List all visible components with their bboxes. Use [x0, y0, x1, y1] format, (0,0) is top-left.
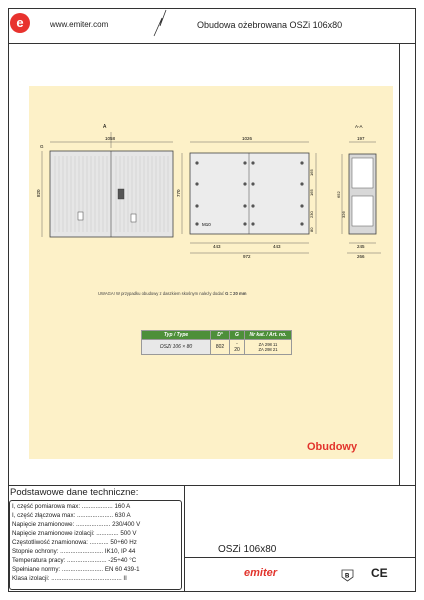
note-main: UWAGA! W przypadku obudowy z daszkiem skośnym należy dodać	[98, 291, 226, 296]
col-g: G	[230, 331, 245, 340]
dim-front-height: 820	[36, 189, 41, 197]
category-label: Obudowy	[307, 441, 358, 453]
cell-type: OSZi 106 × 80	[142, 340, 211, 355]
param-row: Stopnie ochrony: ......................... IK10, IP 44	[12, 548, 136, 555]
dim-back-r4: 80	[309, 227, 314, 232]
param-row: Temperatura pracy: ....................... -25÷40 °C	[12, 557, 137, 564]
model-divider	[185, 557, 416, 558]
param-row: Napięcie znamionowe: .................... 230/400 V	[12, 521, 141, 528]
cell-g	[230, 340, 245, 355]
dim-side-b1: 245	[357, 244, 365, 249]
dim-side-h1: 652	[336, 191, 341, 198]
front-view	[36, 124, 173, 237]
dim-back-left-half: 443	[213, 244, 221, 249]
website-url[interactable]: www.emiter.com	[50, 20, 109, 29]
ce-mark-icon: CE	[371, 566, 388, 580]
cell-d: 802	[211, 340, 230, 355]
dim-back-r2: 165	[309, 189, 314, 196]
document-title: Obudowa ożebrowana OSZi 106x80	[197, 20, 343, 30]
section-marker-a: A	[103, 124, 107, 130]
dim-back-r1: 165	[309, 169, 314, 176]
dim-back-height: 770	[176, 189, 181, 197]
col-d: D°	[211, 331, 230, 340]
cell-art2: ZA 298 21	[258, 347, 278, 352]
dim-back-total: 972	[243, 254, 251, 259]
param-row: Częstotliwość znamionowa: ........... 50÷60 Hz	[12, 539, 137, 546]
dim-side-b2: 266	[357, 254, 365, 259]
dim-front-width: 1058	[105, 136, 116, 141]
param-row: I, część złączowa max: ..................... 630 A	[12, 512, 131, 519]
technical-drawing	[29, 86, 393, 286]
back-view	[176, 136, 316, 259]
dim-back-right-half: 443	[273, 244, 281, 249]
side-margin-strip	[399, 44, 416, 485]
model-name: OSZi 106x80	[218, 544, 277, 555]
dim-side-h2: 326	[341, 211, 346, 218]
b-certificate-icon	[341, 569, 354, 582]
dim-bolt: M10	[202, 222, 211, 227]
col-art: Nr kat. / Art. no.	[245, 331, 292, 340]
cell-art1: ZA 298 11	[258, 342, 278, 347]
emiter-logo-icon: e	[10, 13, 30, 33]
table-row	[142, 340, 292, 355]
dim-back-r3: 230	[309, 211, 314, 218]
spec-table-header	[142, 331, 292, 340]
svg-text:B: B	[345, 573, 350, 580]
param-row: Spełniane normy: ........................ EN 60 439-1	[12, 566, 140, 573]
note-text	[98, 291, 246, 296]
lightning-bolt-icon	[150, 8, 170, 38]
cell-art	[245, 340, 292, 355]
dim-front-depth: G	[40, 144, 44, 149]
note-bold: G = 20 mm	[225, 291, 247, 296]
brand-logo: emiter	[244, 567, 278, 579]
bottom-divider	[184, 485, 185, 592]
cell-g2: 20	[234, 347, 240, 353]
param-row: Napięcie znamionowe izolacji: ............. 500 V	[12, 530, 137, 537]
cell-g1: -	[236, 341, 238, 347]
side-section-view	[336, 124, 381, 259]
params-title: Podstawowe dane techniczne:	[10, 487, 139, 498]
spec-table	[141, 330, 292, 355]
dim-back-width: 1026	[242, 136, 253, 141]
param-row: Klasa izolacji: ......................................... II	[12, 575, 127, 582]
dim-side-top: 197	[357, 136, 365, 141]
param-row: I, część pomiarowa max: .................. 160 A	[12, 503, 131, 510]
col-type: Typ / Type	[142, 331, 211, 340]
section-marker-aa: A-A	[355, 124, 363, 129]
